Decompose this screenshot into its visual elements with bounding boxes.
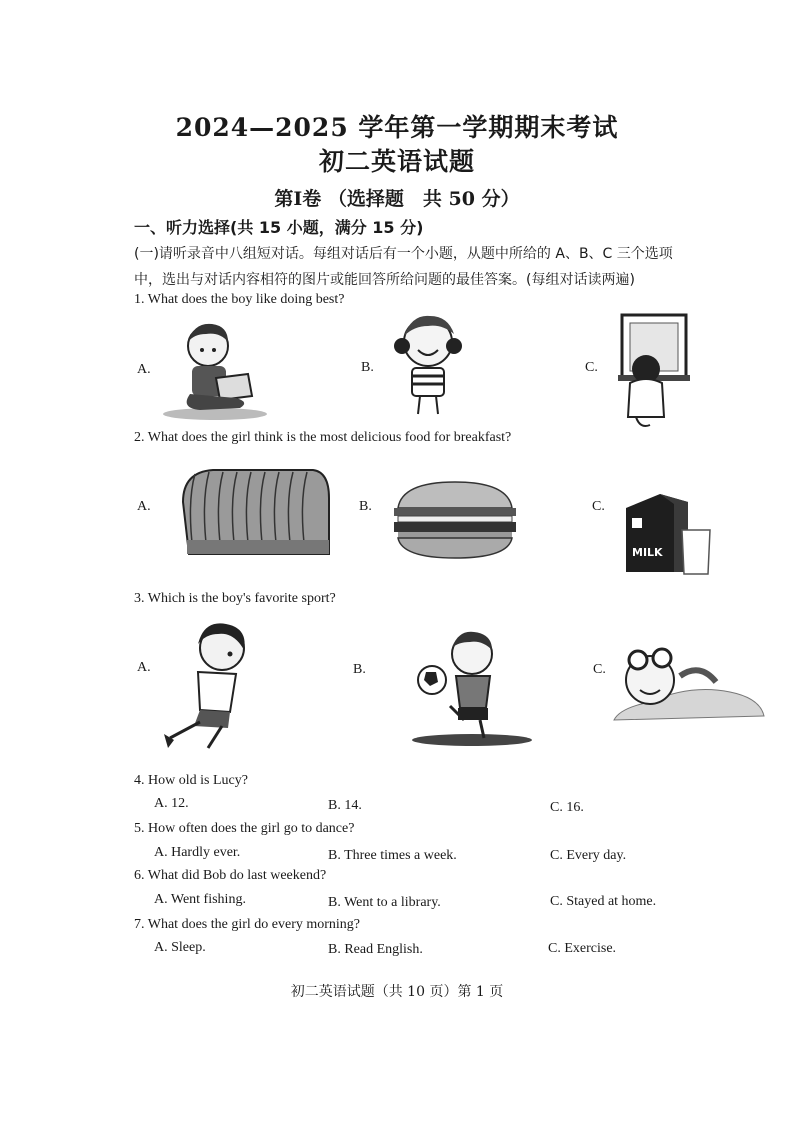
q5-option-b: B. Three times a week. xyxy=(328,848,457,863)
page-footer: 初二英语试题（共 10 页）第 1 页 xyxy=(290,984,504,1000)
section-instruction: (一)请听录音中八组短对话。每组对话后有一个小题，从题中所给的 A、B、C 三个选项中，选出与对话内容相符的图片或能回答所给问题的最佳答案。(每组对话读两遍) xyxy=(134,246,673,288)
question-2-stem: 2. What does the girl think is the most delicious food for breakfast? xyxy=(134,430,512,445)
exam-title: 2024—2025 学年第一学期期末考试 xyxy=(175,113,619,142)
question-7-stem: 7. What does the girl do every morning? xyxy=(134,917,361,932)
milk-carton-and-glass-picture xyxy=(622,490,714,578)
q5-option-a: A. Hardly ever. xyxy=(154,845,241,860)
boy-reading-book-picture xyxy=(160,316,268,422)
q6-option-b: B. Went to a library. xyxy=(328,895,441,910)
milk-label: MILK xyxy=(632,546,663,559)
question-1-stem: 1. What does the boy like doing best? xyxy=(134,292,345,307)
section-heading: 一、听力选择(共 15 小题，满分 15 分) xyxy=(134,218,424,237)
q7-option-b: B. Read English. xyxy=(328,942,423,957)
question-5-stem: 5. How often does the girl go to dance? xyxy=(134,821,355,836)
boy-headphones-picture xyxy=(382,310,474,418)
q6-option-c: C. Stayed at home. xyxy=(550,894,657,909)
q1-option-b-label: B. xyxy=(361,360,374,375)
q1-option-a-label: A. xyxy=(137,362,151,377)
exam-subtitle: 初二英语试题 xyxy=(318,147,475,176)
sliced-bread-picture xyxy=(173,462,333,560)
question-6-stem: 6. What did Bob do last weekend? xyxy=(134,868,327,883)
boy-playing-soccer-picture xyxy=(408,626,532,748)
q2-option-c-label: C. xyxy=(592,499,605,514)
boy-running-picture xyxy=(160,618,260,752)
boy-swimming-picture xyxy=(610,632,766,724)
q2-option-a-label: A. xyxy=(137,499,151,514)
q5-option-c: C. Every day. xyxy=(550,848,627,863)
q7-option-a: A. Sleep. xyxy=(154,940,206,955)
q3-option-a-label: A. xyxy=(137,660,151,675)
part-title: 第Ⅰ卷 （选择题 共 50 分） xyxy=(274,188,520,210)
q4-option-a: A. 12. xyxy=(154,796,189,811)
question-4-stem: 4. How old is Lucy? xyxy=(134,773,248,788)
question-3-stem: 3. Which is the boy's favorite sport? xyxy=(134,591,336,606)
q4-option-b: B. 14. xyxy=(328,798,362,813)
boy-watching-tv-picture xyxy=(616,313,690,431)
q3-option-b-label: B. xyxy=(353,662,366,677)
q2-option-b-label: B. xyxy=(359,499,372,514)
q6-option-a: A. Went fishing. xyxy=(154,892,246,907)
hamburger-picture xyxy=(392,478,518,560)
q7-option-c: C. Exercise. xyxy=(548,941,617,956)
q3-option-c-label: C. xyxy=(593,662,606,677)
q4-option-c: C. 16. xyxy=(550,800,584,815)
q1-option-c-label: C. xyxy=(585,360,598,375)
